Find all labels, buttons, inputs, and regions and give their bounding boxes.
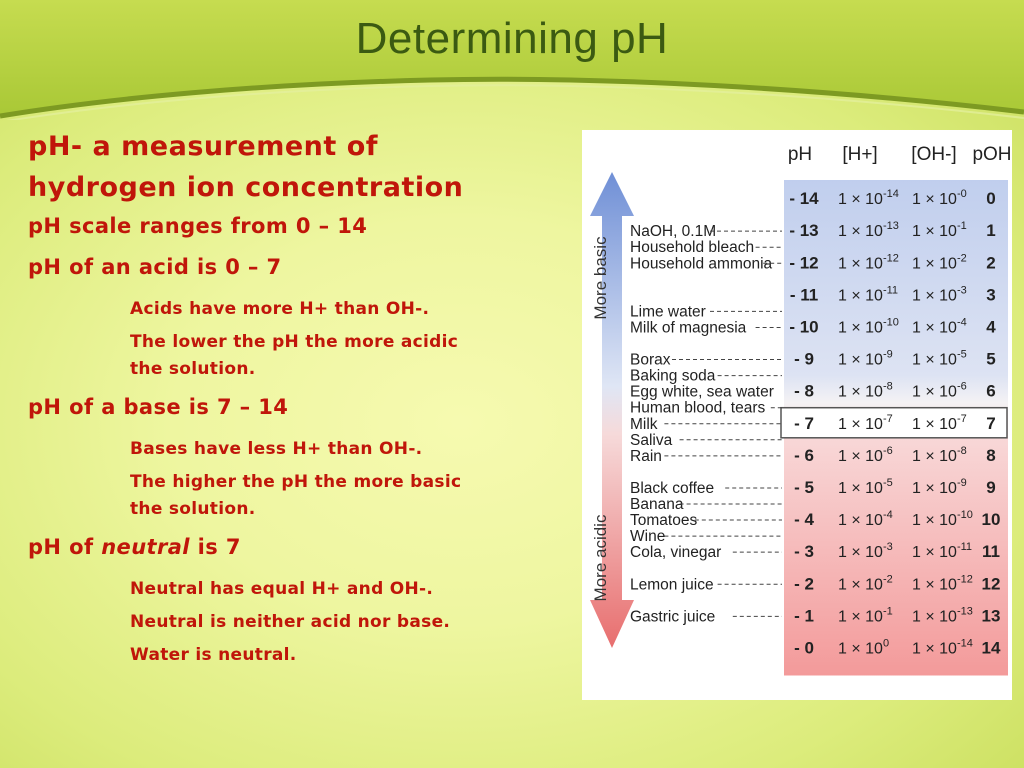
ph-value: - 7 (794, 413, 814, 433)
substance-label: Milk (630, 415, 658, 433)
oh-concentration: $1 \times 10^{-9}$ (912, 476, 967, 497)
base-point-1-text: Bases have less H+ than OH-. (130, 439, 423, 459)
poh-value: 14 (981, 638, 1001, 658)
poh-value: 3 (986, 285, 996, 305)
neutral-point-1 (130, 576, 568, 603)
base-point-2-text: The higher the pH the more basic the solution. (130, 472, 462, 519)
h-concentration: $1 \times 10^{-13}$ (838, 220, 899, 241)
oh-concentration: $1 \times 10^{-14}$ (912, 637, 973, 658)
poh-value: 7 (986, 413, 996, 433)
substance-label: Lime water (630, 303, 706, 321)
column-header-1: [H+] (842, 144, 878, 165)
oh-concentration: $1 \times 10^{-6}$ (912, 380, 967, 401)
poh-value: 4 (986, 317, 996, 337)
ph-value: - 6 (794, 445, 814, 465)
neutral-point-3 (130, 642, 568, 669)
h-concentration: $1 \times 10^{-6}$ (838, 444, 893, 465)
poh-value: 8 (986, 445, 996, 465)
oh-concentration: $1 \times 10^{-0}$ (912, 188, 967, 209)
h-concentration: $1 \times 10^{-9}$ (838, 348, 893, 369)
poh-value: 10 (981, 510, 1001, 530)
poh-value: 13 (981, 606, 1001, 626)
column-header-3: pOH (972, 144, 1012, 165)
neutral-range-text (28, 535, 568, 560)
oh-concentration: $1 \times 10^{-12}$ (912, 573, 973, 594)
neutral-suffix: is 7 (197, 535, 241, 559)
h-concentration: $1 \times 10^{-12}$ (838, 252, 899, 273)
h-concentration: $1 \times 10^{-3}$ (838, 541, 893, 562)
scale-range-text: pH scale ranges from 0 – 14 (28, 214, 368, 238)
definition-line-2: hydrogen ion concentration (28, 172, 464, 203)
base-point-1 (130, 436, 568, 463)
oh-concentration: $1 \times 10^{-1}$ (912, 220, 967, 241)
h-concentration: $1 \times 10^{-2}$ (838, 573, 893, 594)
h-concentration: $1 \times 10^{-14}$ (838, 188, 899, 209)
table-background (784, 130, 1008, 676)
oh-concentration: $1 \times 10^{-5}$ (912, 348, 967, 369)
more-acidic-label: More acidic (591, 514, 610, 602)
oh-concentration: $1 \times 10^{-10}$ (912, 509, 973, 530)
substance-label: Household ammonia (630, 255, 773, 273)
column-header-2: [OH-] (911, 144, 957, 165)
substance-label: Banana (630, 496, 684, 513)
substance-label: Wine (630, 528, 666, 546)
column-header-0: pH (787, 144, 813, 165)
h-concentration: $1 \times 10^{-10}$ (838, 316, 899, 337)
h-concentration: $1 \times 10^{-7}$ (838, 412, 893, 433)
more-basic-label: More basic (591, 236, 610, 320)
base-point-2 (130, 469, 568, 523)
substance-label: Rain (630, 447, 662, 465)
page-title: Determining pH (355, 14, 669, 63)
oh-concentration: $1 \times 10^{-13}$ (912, 605, 973, 626)
neutral-point-2 (130, 609, 568, 636)
base-range-text: pH of a base is 7 – 14 (28, 395, 289, 419)
acid-point-2-text: The lower the pH the more acidic the solution. (130, 332, 459, 379)
definition-line-1: pH- a measurement of (28, 131, 379, 162)
h-concentration: $1 \times 10^{-8}$ (838, 380, 893, 401)
substance-label: Human blood, tears (630, 399, 766, 417)
poh-value: 5 (986, 349, 996, 369)
substance-label: Baking soda (630, 367, 716, 385)
oh-concentration: $1 \times 10^{-7}$ (912, 412, 967, 433)
acid-point-1 (130, 296, 568, 323)
poh-value: 12 (981, 574, 1001, 594)
substance-label: Lemon juice (630, 576, 714, 594)
ph-value: - 12 (789, 253, 819, 273)
neutral-point-1-text: Neutral has equal H+ and OH-. (130, 579, 434, 599)
substance-label: Borax (630, 351, 671, 369)
ph-value: - 1 (794, 606, 814, 626)
poh-value: 2 (986, 253, 996, 273)
ph-value: - 3 (794, 542, 814, 562)
ph-value: - 4 (794, 510, 814, 530)
oh-concentration: $1 \times 10^{-4}$ (912, 316, 967, 337)
poh-value: 11 (982, 542, 1000, 562)
ph-value: - 9 (794, 349, 814, 369)
oh-concentration: $1 \times 10^{-2}$ (912, 252, 967, 273)
poh-value: 0 (986, 189, 996, 209)
acid-point-2 (130, 329, 568, 383)
ph-value: - 13 (789, 221, 819, 241)
h-concentration: $1 \times 10^{-4}$ (838, 509, 893, 530)
substance-label: Saliva (630, 431, 673, 449)
h-concentration: $1 \times 10^0$ (838, 637, 890, 658)
h-concentration: $1 \times 10^{-5}$ (838, 476, 893, 497)
ph-value: - 2 (794, 574, 814, 594)
poh-value: 6 (986, 381, 996, 401)
ph-value: - 0 (794, 638, 814, 658)
ph-scale-chart (582, 130, 1012, 700)
neutral-prefix: pH of (28, 535, 94, 559)
poh-value: 1 (986, 221, 996, 241)
ph-value: - 8 (794, 381, 814, 401)
neutral-row-highlight (781, 408, 1007, 438)
substance-label: NaOH, 0.1M (630, 223, 717, 241)
substance-label: Milk of magnesia (630, 319, 747, 337)
substance-label: Cola, vinegar (630, 544, 722, 562)
substance-label: Tomatoes (630, 512, 698, 530)
neutral-word: neutral (101, 535, 190, 559)
neutral-point-3-text: Water is neutral. (130, 645, 297, 665)
ph-scale-svg (582, 130, 1012, 700)
h-concentration: $1 \times 10^{-11}$ (838, 284, 899, 305)
acid-point-1-text: Acids have more H+ than OH-. (130, 299, 430, 319)
oh-concentration: $1 \times 10^{-11}$ (912, 541, 973, 562)
acid-range-text: pH of an acid is 0 – 7 (28, 255, 282, 279)
substance-label: Black coffee (630, 479, 715, 497)
substance-label: Household bleach (630, 239, 755, 257)
content-area (28, 126, 568, 669)
substance-label: Egg white, sea water (630, 383, 774, 401)
oh-concentration: $1 \times 10^{-8}$ (912, 444, 967, 465)
substance-label: Gastric juice (630, 608, 716, 626)
oh-concentration: $1 \times 10^{-3}$ (912, 284, 967, 305)
ph-value: - 11 (789, 285, 819, 305)
neutral-point-2-text: Neutral is neither acid nor base. (130, 612, 451, 632)
poh-value: 9 (986, 477, 996, 497)
ph-value: - 5 (794, 477, 814, 497)
ph-value: - 14 (789, 189, 819, 209)
ph-value: - 10 (789, 317, 819, 337)
h-concentration: $1 \times 10^{-1}$ (838, 605, 893, 626)
